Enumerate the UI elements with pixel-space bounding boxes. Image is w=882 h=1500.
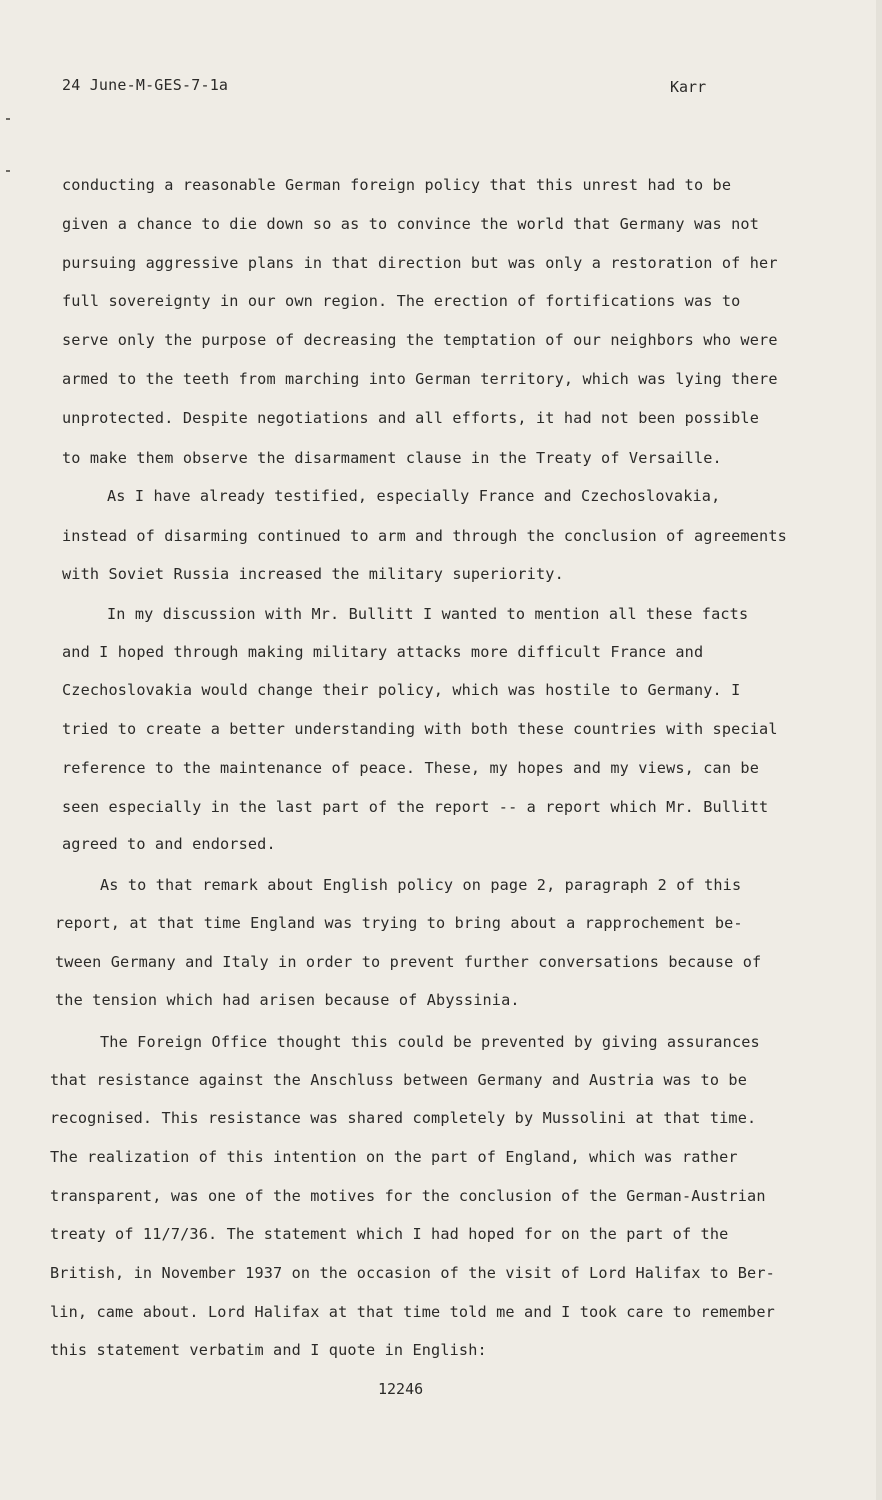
text-line: pursuing aggressive plans in that direction but was only a restoration of her: [62, 254, 778, 272]
text-line: The Foreign Office thought this could be prevented by giving assurances: [100, 1033, 760, 1051]
text-line: reference to the maintenance of peace. These, my hopes and my views, can be: [62, 759, 760, 777]
text-line: the tension which had arisen because of Abyssinia.: [55, 991, 520, 1009]
text-line: to make them observe the disarmament clause in the Treaty of Versaille.: [62, 449, 722, 467]
text-line: conducting a reasonable German foreign policy that this unrest had to be: [62, 176, 732, 194]
text-line: Czechoslovakia would change their policy, which was hostile to Germany. I: [62, 681, 741, 699]
text-line: report, at that time England was trying to bring about a rapprochement be-: [55, 914, 743, 932]
text-line: full sovereignty in our own region. The erection of fortifications was to: [62, 292, 741, 310]
text-line: and I hoped through making military attacks more difficult France and: [62, 643, 704, 661]
text-line: As to that remark about English policy on page 2, paragraph 2 of this: [100, 876, 742, 894]
text-line: seen especially in the last part of the report -- a report which Mr. Bullitt: [62, 798, 769, 816]
text-line: In my discussion with Mr. Bullitt I wanted to mention all these facts: [107, 605, 749, 623]
translator-name: Karr: [670, 78, 707, 96]
text-line: transparent, was one of the motives for the conclusion of the German-Austrian: [50, 1187, 766, 1205]
text-line: serve only the purpose of decreasing the temptation of our neighbors who were: [62, 331, 778, 349]
text-line: armed to the teeth from marching into German territory, which was lying there: [62, 370, 778, 388]
text-line: The realization of this intention on the part of England, which was rather: [50, 1148, 738, 1166]
text-line: recognised. This resistance was shared completely by Mussolini at that time.: [50, 1109, 757, 1127]
text-line: tween Germany and Italy in order to prevent further conversations because of: [55, 953, 762, 971]
text-line: tried to create a better understanding with both these countries with special: [62, 720, 778, 738]
document-reference: 24 June-M-GES-7-1a: [62, 76, 229, 94]
text-line: that resistance against the Anschluss between Germany and Austria was to be: [50, 1071, 748, 1089]
text-line: given a chance to die down so as to convince the world that Germany was not: [62, 215, 760, 233]
text-line: unprotected. Despite negotiations and all efforts, it had not been possible: [62, 409, 760, 427]
text-line: instead of disarming continued to arm and through the conclusion of agreements: [62, 527, 787, 545]
text-line: British, in November 1937 on the occasion of the visit of Lord Halifax to Ber-: [50, 1264, 775, 1282]
text-line: with Soviet Russia increased the military superiority.: [62, 565, 564, 583]
text-line: agreed to and endorsed.: [62, 835, 276, 853]
text-line: As I have already testified, especially France and Czechoslovakia,: [107, 487, 721, 505]
page-number: 12246: [378, 1380, 424, 1398]
text-line: treaty of 11/7/36. The statement which I had hoped for on the part of the: [50, 1225, 729, 1243]
text-line: lin, came about. Lord Halifax at that time told me and I took care to remember: [50, 1303, 775, 1321]
text-line: this statement verbatim and I quote in English:: [50, 1341, 487, 1359]
